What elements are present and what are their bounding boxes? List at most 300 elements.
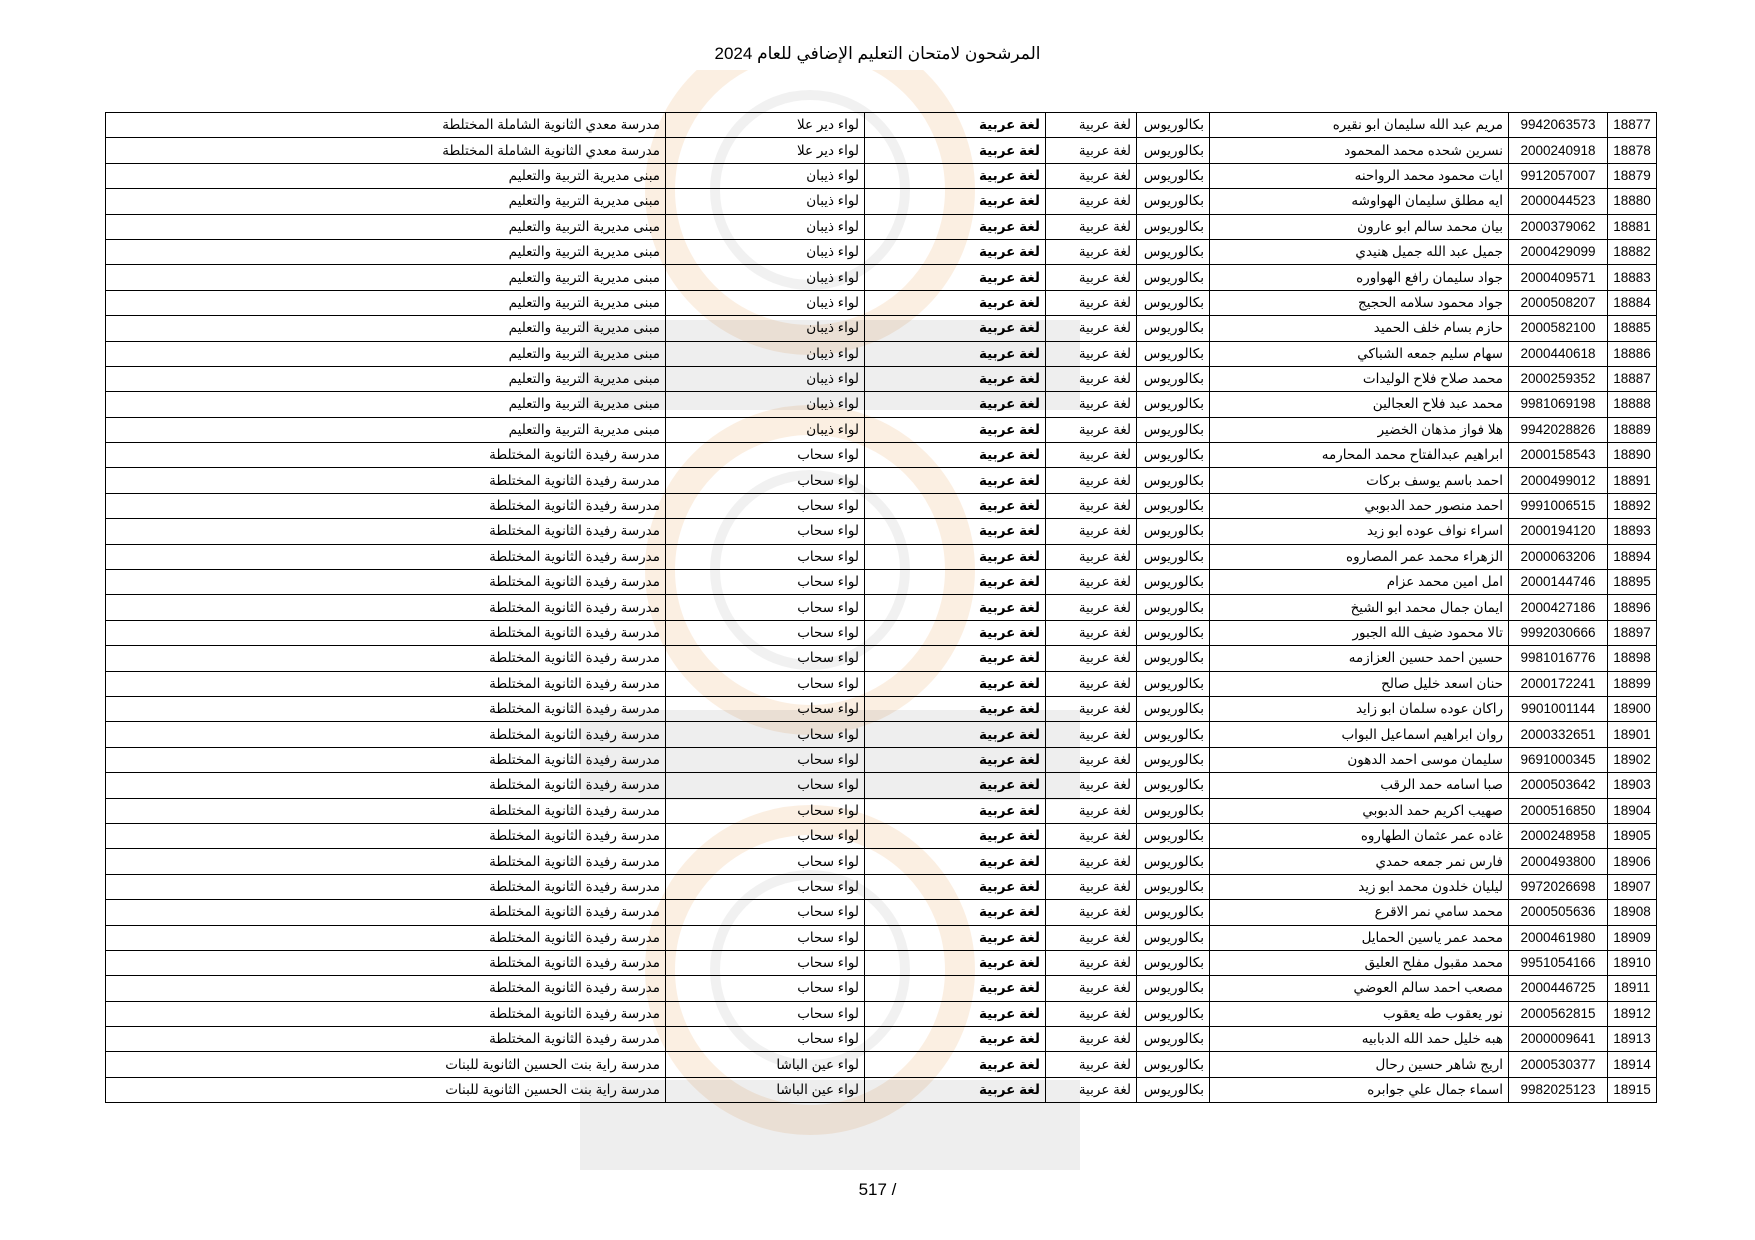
seq-cell: 18890	[1608, 443, 1657, 468]
specialization-cell: لغة عربية	[1046, 189, 1137, 214]
exam-center-cell: مدرسة رفيدة الثانوية المختلطة	[106, 1001, 666, 1026]
specialization-cell: لغة عربية	[1046, 595, 1137, 620]
exam-center-cell: مدرسة رفيدة الثانوية المختلطة	[106, 493, 666, 518]
candidate-name-cell: جواد محمود سلامه الحجيج	[1210, 290, 1509, 315]
table-row	[106, 417, 1657, 442]
degree-cell: بكالوريوس	[1137, 646, 1210, 671]
table-row	[106, 493, 1657, 518]
exam-subject-cell: لغة عربية	[865, 773, 1046, 798]
national-id-cell: 2000530377	[1509, 1052, 1608, 1077]
exam-center-cell: مدرسة رفيدة الثانوية المختلطة	[106, 696, 666, 721]
specialization-cell: لغة عربية	[1046, 696, 1137, 721]
seq-cell: 18877	[1608, 113, 1657, 138]
candidate-name-cell: حازم بسام خلف الحميد	[1210, 316, 1509, 341]
specialization-cell: لغة عربية	[1046, 849, 1137, 874]
national-id-cell: 2000158543	[1509, 443, 1608, 468]
exam-subject-cell: لغة عربية	[865, 976, 1046, 1001]
exam-subject-cell: لغة عربية	[865, 1052, 1046, 1077]
district-cell: لواء سحاب	[666, 570, 865, 595]
district-cell: لواء سحاب	[666, 1027, 865, 1052]
degree-cell: بكالوريوس	[1137, 696, 1210, 721]
exam-center-cell: مدرسة رفيدة الثانوية المختلطة	[106, 671, 666, 696]
degree-cell: بكالوريوس	[1137, 849, 1210, 874]
seq-cell: 18907	[1608, 874, 1657, 899]
specialization-cell: لغة عربية	[1046, 773, 1137, 798]
specialization-cell: لغة عربية	[1046, 316, 1137, 341]
seq-cell: 18914	[1608, 1052, 1657, 1077]
specialization-cell: لغة عربية	[1046, 570, 1137, 595]
national-id-cell: 9981069198	[1509, 392, 1608, 417]
national-id-cell: 9942063573	[1509, 113, 1608, 138]
district-cell: لواء سحاب	[666, 493, 865, 518]
table-row	[106, 163, 1657, 188]
national-id-cell: 2000044523	[1509, 189, 1608, 214]
degree-cell: بكالوريوس	[1137, 417, 1210, 442]
exam-center-cell: مبنى مديرية التربية والتعليم	[106, 341, 666, 366]
national-id-cell: 9972026698	[1509, 874, 1608, 899]
seq-cell: 18883	[1608, 265, 1657, 290]
exam-center-cell: مدرسة رفيدة الثانوية المختلطة	[106, 950, 666, 975]
exam-center-cell: مدرسة رفيدة الثانوية المختلطة	[106, 849, 666, 874]
district-cell: لواء سحاب	[666, 976, 865, 1001]
degree-cell: بكالوريوس	[1137, 722, 1210, 747]
candidate-name-cell: اسماء جمال علي جوابره	[1210, 1077, 1509, 1102]
exam-subject-cell: لغة عربية	[865, 646, 1046, 671]
district-cell: لواء سحاب	[666, 646, 865, 671]
table-row	[106, 747, 1657, 772]
degree-cell: بكالوريوس	[1137, 925, 1210, 950]
candidate-name-cell: محمد سامي نمر الاقرع	[1210, 900, 1509, 925]
candidate-name-cell: ابراهيم عبدالفتاح محمد المحارمه	[1210, 443, 1509, 468]
district-cell: لواء ذيبان	[666, 316, 865, 341]
table-row	[106, 366, 1657, 391]
specialization-cell: لغة عربية	[1046, 671, 1137, 696]
candidate-name-cell: غاده عمر عثمان الطهاروه	[1210, 823, 1509, 848]
district-cell: لواء ذيبان	[666, 290, 865, 315]
specialization-cell: لغة عربية	[1046, 646, 1137, 671]
candidate-name-cell: نور يعقوب طه يعقوب	[1210, 1001, 1509, 1026]
district-cell: لواء سحاب	[666, 595, 865, 620]
table-row	[106, 265, 1657, 290]
exam-subject-cell: لغة عربية	[865, 950, 1046, 975]
exam-center-cell: مدرسة رفيدة الثانوية المختلطة	[106, 443, 666, 468]
candidate-name-cell: اسراء نواف عوده ابو زيد	[1210, 519, 1509, 544]
national-id-cell: 2000429099	[1509, 239, 1608, 264]
specialization-cell: لغة عربية	[1046, 214, 1137, 239]
exam-center-cell: مدرسة معدي الثانوية الشاملة المختلطة	[106, 113, 666, 138]
table-row	[106, 671, 1657, 696]
exam-subject-cell: لغة عربية	[865, 417, 1046, 442]
degree-cell: بكالوريوس	[1137, 823, 1210, 848]
national-id-cell: 2000493800	[1509, 849, 1608, 874]
exam-center-cell: مدرسة رفيدة الثانوية المختلطة	[106, 823, 666, 848]
table-row	[106, 849, 1657, 874]
exam-center-cell: مبنى مديرية التربية والتعليم	[106, 392, 666, 417]
degree-cell: بكالوريوس	[1137, 874, 1210, 899]
table-row	[106, 1052, 1657, 1077]
national-id-cell: 9912057007	[1509, 163, 1608, 188]
table-row	[106, 544, 1657, 569]
candidate-name-cell: امل امين محمد عزام	[1210, 570, 1509, 595]
candidate-name-cell: ايمان جمال محمد ابو الشيخ	[1210, 595, 1509, 620]
national-id-cell: 2000379062	[1509, 214, 1608, 239]
candidate-name-cell: فارس نمر جمعه حمدي	[1210, 849, 1509, 874]
seq-cell: 18896	[1608, 595, 1657, 620]
table-row	[106, 290, 1657, 315]
candidate-name-cell: جميل عبد الله جميل هنيدي	[1210, 239, 1509, 264]
national-id-cell: 2000499012	[1509, 468, 1608, 493]
exam-center-cell: مدرسة رفيدة الثانوية المختلطة	[106, 722, 666, 747]
seq-cell: 18880	[1608, 189, 1657, 214]
candidate-name-cell: سهام سليم جمعه الشباكي	[1210, 341, 1509, 366]
table-row	[106, 1027, 1657, 1052]
exam-subject-cell: لغة عربية	[865, 722, 1046, 747]
seq-cell: 18885	[1608, 316, 1657, 341]
seq-cell: 18903	[1608, 773, 1657, 798]
candidate-name-cell: مصعب احمد سالم العوضي	[1210, 976, 1509, 1001]
page-number: 517 /	[858, 1180, 897, 1199]
degree-cell: بكالوريوس	[1137, 900, 1210, 925]
district-cell: لواء سحاب	[666, 620, 865, 645]
exam-subject-cell: لغة عربية	[865, 595, 1046, 620]
degree-cell: بكالوريوس	[1137, 163, 1210, 188]
degree-cell: بكالوريوس	[1137, 570, 1210, 595]
exam-center-cell: مدرسة رفيدة الثانوية المختلطة	[106, 519, 666, 544]
exam-center-cell: مدرسة رفيدة الثانوية المختلطة	[106, 570, 666, 595]
candidate-name-cell: بيان محمد سالم ابو عارون	[1210, 214, 1509, 239]
exam-subject-cell: لغة عربية	[865, 798, 1046, 823]
national-id-cell: 2000144746	[1509, 570, 1608, 595]
national-id-cell: 2000194120	[1509, 519, 1608, 544]
degree-cell: بكالوريوس	[1137, 493, 1210, 518]
seq-cell: 18894	[1608, 544, 1657, 569]
exam-center-cell: مدرسة رفيدة الثانوية المختلطة	[106, 747, 666, 772]
exam-center-cell: مدرسة رفيدة الثانوية المختلطة	[106, 646, 666, 671]
exam-center-cell: مدرسة رفيدة الثانوية المختلطة	[106, 544, 666, 569]
degree-cell: بكالوريوس	[1137, 798, 1210, 823]
exam-center-cell: مدرسة رفيدة الثانوية المختلطة	[106, 798, 666, 823]
table-row	[106, 722, 1657, 747]
specialization-cell: لغة عربية	[1046, 544, 1137, 569]
exam-center-cell: مدرسة راية بنت الحسين الثانوية للبنات	[106, 1077, 666, 1102]
seq-cell: 18882	[1608, 239, 1657, 264]
exam-subject-cell: لغة عربية	[865, 443, 1046, 468]
district-cell: لواء سحاب	[666, 747, 865, 772]
exam-subject-cell: لغة عربية	[865, 316, 1046, 341]
table-row	[106, 570, 1657, 595]
table-row	[106, 1001, 1657, 1026]
table-row	[106, 900, 1657, 925]
seq-cell: 18891	[1608, 468, 1657, 493]
national-id-cell: 2000582100	[1509, 316, 1608, 341]
exam-subject-cell: لغة عربية	[865, 214, 1046, 239]
specialization-cell: لغة عربية	[1046, 113, 1137, 138]
candidate-name-cell: سليمان موسى احمد الدهون	[1210, 747, 1509, 772]
table-row	[106, 316, 1657, 341]
candidate-name-cell: حسين احمد حسين العزازمه	[1210, 646, 1509, 671]
specialization-cell: لغة عربية	[1046, 950, 1137, 975]
exam-subject-cell: لغة عربية	[865, 265, 1046, 290]
exam-center-cell: مدرسة رفيدة الثانوية المختلطة	[106, 620, 666, 645]
degree-cell: بكالوريوس	[1137, 443, 1210, 468]
candidates-table	[105, 112, 1657, 1103]
degree-cell: بكالوريوس	[1137, 595, 1210, 620]
degree-cell: بكالوريوس	[1137, 1052, 1210, 1077]
candidates-table-body	[106, 113, 1657, 1103]
district-cell: لواء سحاب	[666, 950, 865, 975]
district-cell: لواء ذيبان	[666, 392, 865, 417]
district-cell: لواء عين الباشا	[666, 1077, 865, 1102]
district-cell: لواء ذيبان	[666, 341, 865, 366]
national-id-cell: 9981016776	[1509, 646, 1608, 671]
specialization-cell: لغة عربية	[1046, 468, 1137, 493]
exam-center-cell: مدرسة رفيدة الثانوية المختلطة	[106, 976, 666, 1001]
seq-cell: 18901	[1608, 722, 1657, 747]
candidate-name-cell: نسرين شحده محمد المحمود	[1210, 138, 1509, 163]
national-id-cell: 9901001144	[1509, 696, 1608, 721]
national-id-cell: 9942028826	[1509, 417, 1608, 442]
national-id-cell: 2000505636	[1509, 900, 1608, 925]
national-id-cell: 2000259352	[1509, 366, 1608, 391]
district-cell: لواء سحاب	[666, 443, 865, 468]
district-cell: لواء سحاب	[666, 773, 865, 798]
exam-subject-cell: لغة عربية	[865, 163, 1046, 188]
seq-cell: 18911	[1608, 976, 1657, 1001]
seq-cell: 18893	[1608, 519, 1657, 544]
exam-subject-cell: لغة عربية	[865, 468, 1046, 493]
degree-cell: بكالوريوس	[1137, 290, 1210, 315]
table-row	[106, 823, 1657, 848]
specialization-cell: لغة عربية	[1046, 392, 1137, 417]
degree-cell: بكالوريوس	[1137, 316, 1210, 341]
exam-subject-cell: لغة عربية	[865, 544, 1046, 569]
exam-center-cell: مبنى مديرية التربية والتعليم	[106, 265, 666, 290]
seq-cell: 18905	[1608, 823, 1657, 848]
degree-cell: بكالوريوس	[1137, 189, 1210, 214]
exam-subject-cell: لغة عربية	[865, 874, 1046, 899]
seq-cell: 18889	[1608, 417, 1657, 442]
specialization-cell: لغة عربية	[1046, 798, 1137, 823]
table-row	[106, 392, 1657, 417]
exam-subject-cell: لغة عربية	[865, 570, 1046, 595]
degree-cell: بكالوريوس	[1137, 1027, 1210, 1052]
table-row	[106, 798, 1657, 823]
national-id-cell: 2000409571	[1509, 265, 1608, 290]
seq-cell: 18898	[1608, 646, 1657, 671]
exam-subject-cell: لغة عربية	[865, 138, 1046, 163]
degree-cell: بكالوريوس	[1137, 239, 1210, 264]
district-cell: لواء عين الباشا	[666, 1052, 865, 1077]
national-id-cell: 2000172241	[1509, 671, 1608, 696]
specialization-cell: لغة عربية	[1046, 138, 1137, 163]
degree-cell: بكالوريوس	[1137, 468, 1210, 493]
district-cell: لواء سحاب	[666, 722, 865, 747]
specialization-cell: لغة عربية	[1046, 239, 1137, 264]
exam-center-cell: مدرسة راية بنت الحسين الثانوية للبنات	[106, 1052, 666, 1077]
table-row	[106, 595, 1657, 620]
district-cell: لواء سحاب	[666, 519, 865, 544]
national-id-cell: 2000240918	[1509, 138, 1608, 163]
seq-cell: 18895	[1608, 570, 1657, 595]
table-row	[106, 519, 1657, 544]
seq-cell: 18878	[1608, 138, 1657, 163]
specialization-cell: لغة عربية	[1046, 493, 1137, 518]
district-cell: لواء ذيبان	[666, 417, 865, 442]
seq-cell: 18879	[1608, 163, 1657, 188]
exam-center-cell: مبنى مديرية التربية والتعليم	[106, 290, 666, 315]
seq-cell: 18915	[1608, 1077, 1657, 1102]
degree-cell: بكالوريوس	[1137, 976, 1210, 1001]
candidate-name-cell: ليليان خلدون محمد ابو زيد	[1210, 874, 1509, 899]
specialization-cell: لغة عربية	[1046, 519, 1137, 544]
candidate-name-cell: اريج شاهر حسين رحال	[1210, 1052, 1509, 1077]
seq-cell: 18900	[1608, 696, 1657, 721]
district-cell: لواء دير علا	[666, 113, 865, 138]
exam-subject-cell: لغة عربية	[865, 113, 1046, 138]
district-cell: لواء سحاب	[666, 849, 865, 874]
specialization-cell: لغة عربية	[1046, 1001, 1137, 1026]
degree-cell: بكالوريوس	[1137, 1077, 1210, 1102]
candidate-name-cell: احمد باسم يوسف بركات	[1210, 468, 1509, 493]
national-id-cell: 2000516850	[1509, 798, 1608, 823]
exam-center-cell: مدرسة رفيدة الثانوية المختلطة	[106, 468, 666, 493]
specialization-cell: لغة عربية	[1046, 976, 1137, 1001]
district-cell: لواء سحاب	[666, 925, 865, 950]
district-cell: لواء سحاب	[666, 468, 865, 493]
degree-cell: بكالوريوس	[1137, 265, 1210, 290]
table-row	[106, 620, 1657, 645]
candidate-name-cell: ايات محمود محمد الرواحنه	[1210, 163, 1509, 188]
candidate-name-cell: محمد عبد فلاح العجالين	[1210, 392, 1509, 417]
table-row	[106, 443, 1657, 468]
national-id-cell: 9951054166	[1509, 950, 1608, 975]
specialization-cell: لغة عربية	[1046, 722, 1137, 747]
candidate-name-cell: حنان اسعد خليل صالح	[1210, 671, 1509, 696]
candidate-name-cell: مريم عبد الله سليمان ابو نقيره	[1210, 113, 1509, 138]
national-id-cell: 2000562815	[1509, 1001, 1608, 1026]
exam-center-cell: مبنى مديرية التربية والتعليم	[106, 189, 666, 214]
degree-cell: بكالوريوس	[1137, 773, 1210, 798]
seq-cell: 18908	[1608, 900, 1657, 925]
table-row	[106, 468, 1657, 493]
candidate-name-cell: احمد منصور حمد الدبوبي	[1210, 493, 1509, 518]
exam-center-cell: مبنى مديرية التربية والتعليم	[106, 214, 666, 239]
seq-cell: 18886	[1608, 341, 1657, 366]
table-row	[106, 696, 1657, 721]
exam-subject-cell: لغة عربية	[865, 620, 1046, 645]
seq-cell: 18888	[1608, 392, 1657, 417]
table-row	[106, 646, 1657, 671]
degree-cell: بكالوريوس	[1137, 366, 1210, 391]
table-row	[106, 773, 1657, 798]
seq-cell: 18899	[1608, 671, 1657, 696]
national-id-cell: 9691000345	[1509, 747, 1608, 772]
seq-cell: 18902	[1608, 747, 1657, 772]
candidate-name-cell: صبا اسامه حمد الرقب	[1210, 773, 1509, 798]
district-cell: لواء دير علا	[666, 138, 865, 163]
national-id-cell: 2000248958	[1509, 823, 1608, 848]
degree-cell: بكالوريوس	[1137, 341, 1210, 366]
seq-cell: 18906	[1608, 849, 1657, 874]
national-id-cell: 2000503642	[1509, 773, 1608, 798]
national-id-cell: 2000508207	[1509, 290, 1608, 315]
exam-subject-cell: لغة عربية	[865, 671, 1046, 696]
table-row	[106, 1077, 1657, 1102]
degree-cell: بكالوريوس	[1137, 671, 1210, 696]
table-row	[106, 239, 1657, 264]
table-row	[106, 138, 1657, 163]
candidate-name-cell: محمد عمر ياسين الحمايل	[1210, 925, 1509, 950]
district-cell: لواء ذيبان	[666, 163, 865, 188]
degree-cell: بكالوريوس	[1137, 392, 1210, 417]
exam-subject-cell: لغة عربية	[865, 849, 1046, 874]
exam-center-cell: مدرسة رفيدة الثانوية المختلطة	[106, 595, 666, 620]
specialization-cell: لغة عربية	[1046, 265, 1137, 290]
specialization-cell: لغة عربية	[1046, 163, 1137, 188]
specialization-cell: لغة عربية	[1046, 900, 1137, 925]
exam-subject-cell: لغة عربية	[865, 189, 1046, 214]
seq-cell: 18912	[1608, 1001, 1657, 1026]
table-row	[106, 976, 1657, 1001]
page-title: المرشحون لامتحان التعليم الإضافي للعام 2024	[714, 44, 1041, 63]
specialization-cell: لغة عربية	[1046, 341, 1137, 366]
district-cell: لواء ذيبان	[666, 189, 865, 214]
exam-subject-cell: لغة عربية	[865, 239, 1046, 264]
specialization-cell: لغة عربية	[1046, 1077, 1137, 1102]
national-id-cell: 2000009641	[1509, 1027, 1608, 1052]
district-cell: لواء سحاب	[666, 798, 865, 823]
candidate-name-cell: تالا محمود ضيف الله الجبور	[1210, 620, 1509, 645]
table-row	[106, 925, 1657, 950]
exam-subject-cell: لغة عربية	[865, 519, 1046, 544]
exam-subject-cell: لغة عربية	[865, 823, 1046, 848]
seq-cell: 18892	[1608, 493, 1657, 518]
exam-subject-cell: لغة عربية	[865, 341, 1046, 366]
table-row	[106, 950, 1657, 975]
exam-center-cell: مدرسة رفيدة الثانوية المختلطة	[106, 773, 666, 798]
candidate-name-cell: راكان عوده سلمان ابو زايد	[1210, 696, 1509, 721]
specialization-cell: لغة عربية	[1046, 747, 1137, 772]
national-id-cell: 2000427186	[1509, 595, 1608, 620]
exam-center-cell: مدرسة رفيدة الثانوية المختلطة	[106, 925, 666, 950]
district-cell: لواء سحاب	[666, 874, 865, 899]
district-cell: لواء سحاب	[666, 544, 865, 569]
exam-subject-cell: لغة عربية	[865, 392, 1046, 417]
degree-cell: بكالوريوس	[1137, 1001, 1210, 1026]
degree-cell: بكالوريوس	[1137, 544, 1210, 569]
specialization-cell: لغة عربية	[1046, 290, 1137, 315]
exam-subject-cell: لغة عربية	[865, 366, 1046, 391]
seq-cell: 18897	[1608, 620, 1657, 645]
district-cell: لواء سحاب	[666, 1001, 865, 1026]
specialization-cell: لغة عربية	[1046, 1027, 1137, 1052]
national-id-cell: 2000446725	[1509, 976, 1608, 1001]
district-cell: لواء ذيبان	[666, 239, 865, 264]
seq-cell: 18909	[1608, 925, 1657, 950]
candidate-name-cell: جواد سليمان رافع الهواوره	[1210, 265, 1509, 290]
candidate-name-cell: محمد مقبول مفلح العليق	[1210, 950, 1509, 975]
candidate-name-cell: محمد صلاح فلاح الوليدات	[1210, 366, 1509, 391]
table-row	[106, 189, 1657, 214]
exam-subject-cell: لغة عربية	[865, 1001, 1046, 1026]
specialization-cell: لغة عربية	[1046, 417, 1137, 442]
exam-subject-cell: لغة عربية	[865, 696, 1046, 721]
candidate-name-cell: هلا فواز مذهان الخضير	[1210, 417, 1509, 442]
seq-cell: 18884	[1608, 290, 1657, 315]
exam-subject-cell: لغة عربية	[865, 1077, 1046, 1102]
national-id-cell: 2000332651	[1509, 722, 1608, 747]
district-cell: لواء ذيبان	[666, 265, 865, 290]
